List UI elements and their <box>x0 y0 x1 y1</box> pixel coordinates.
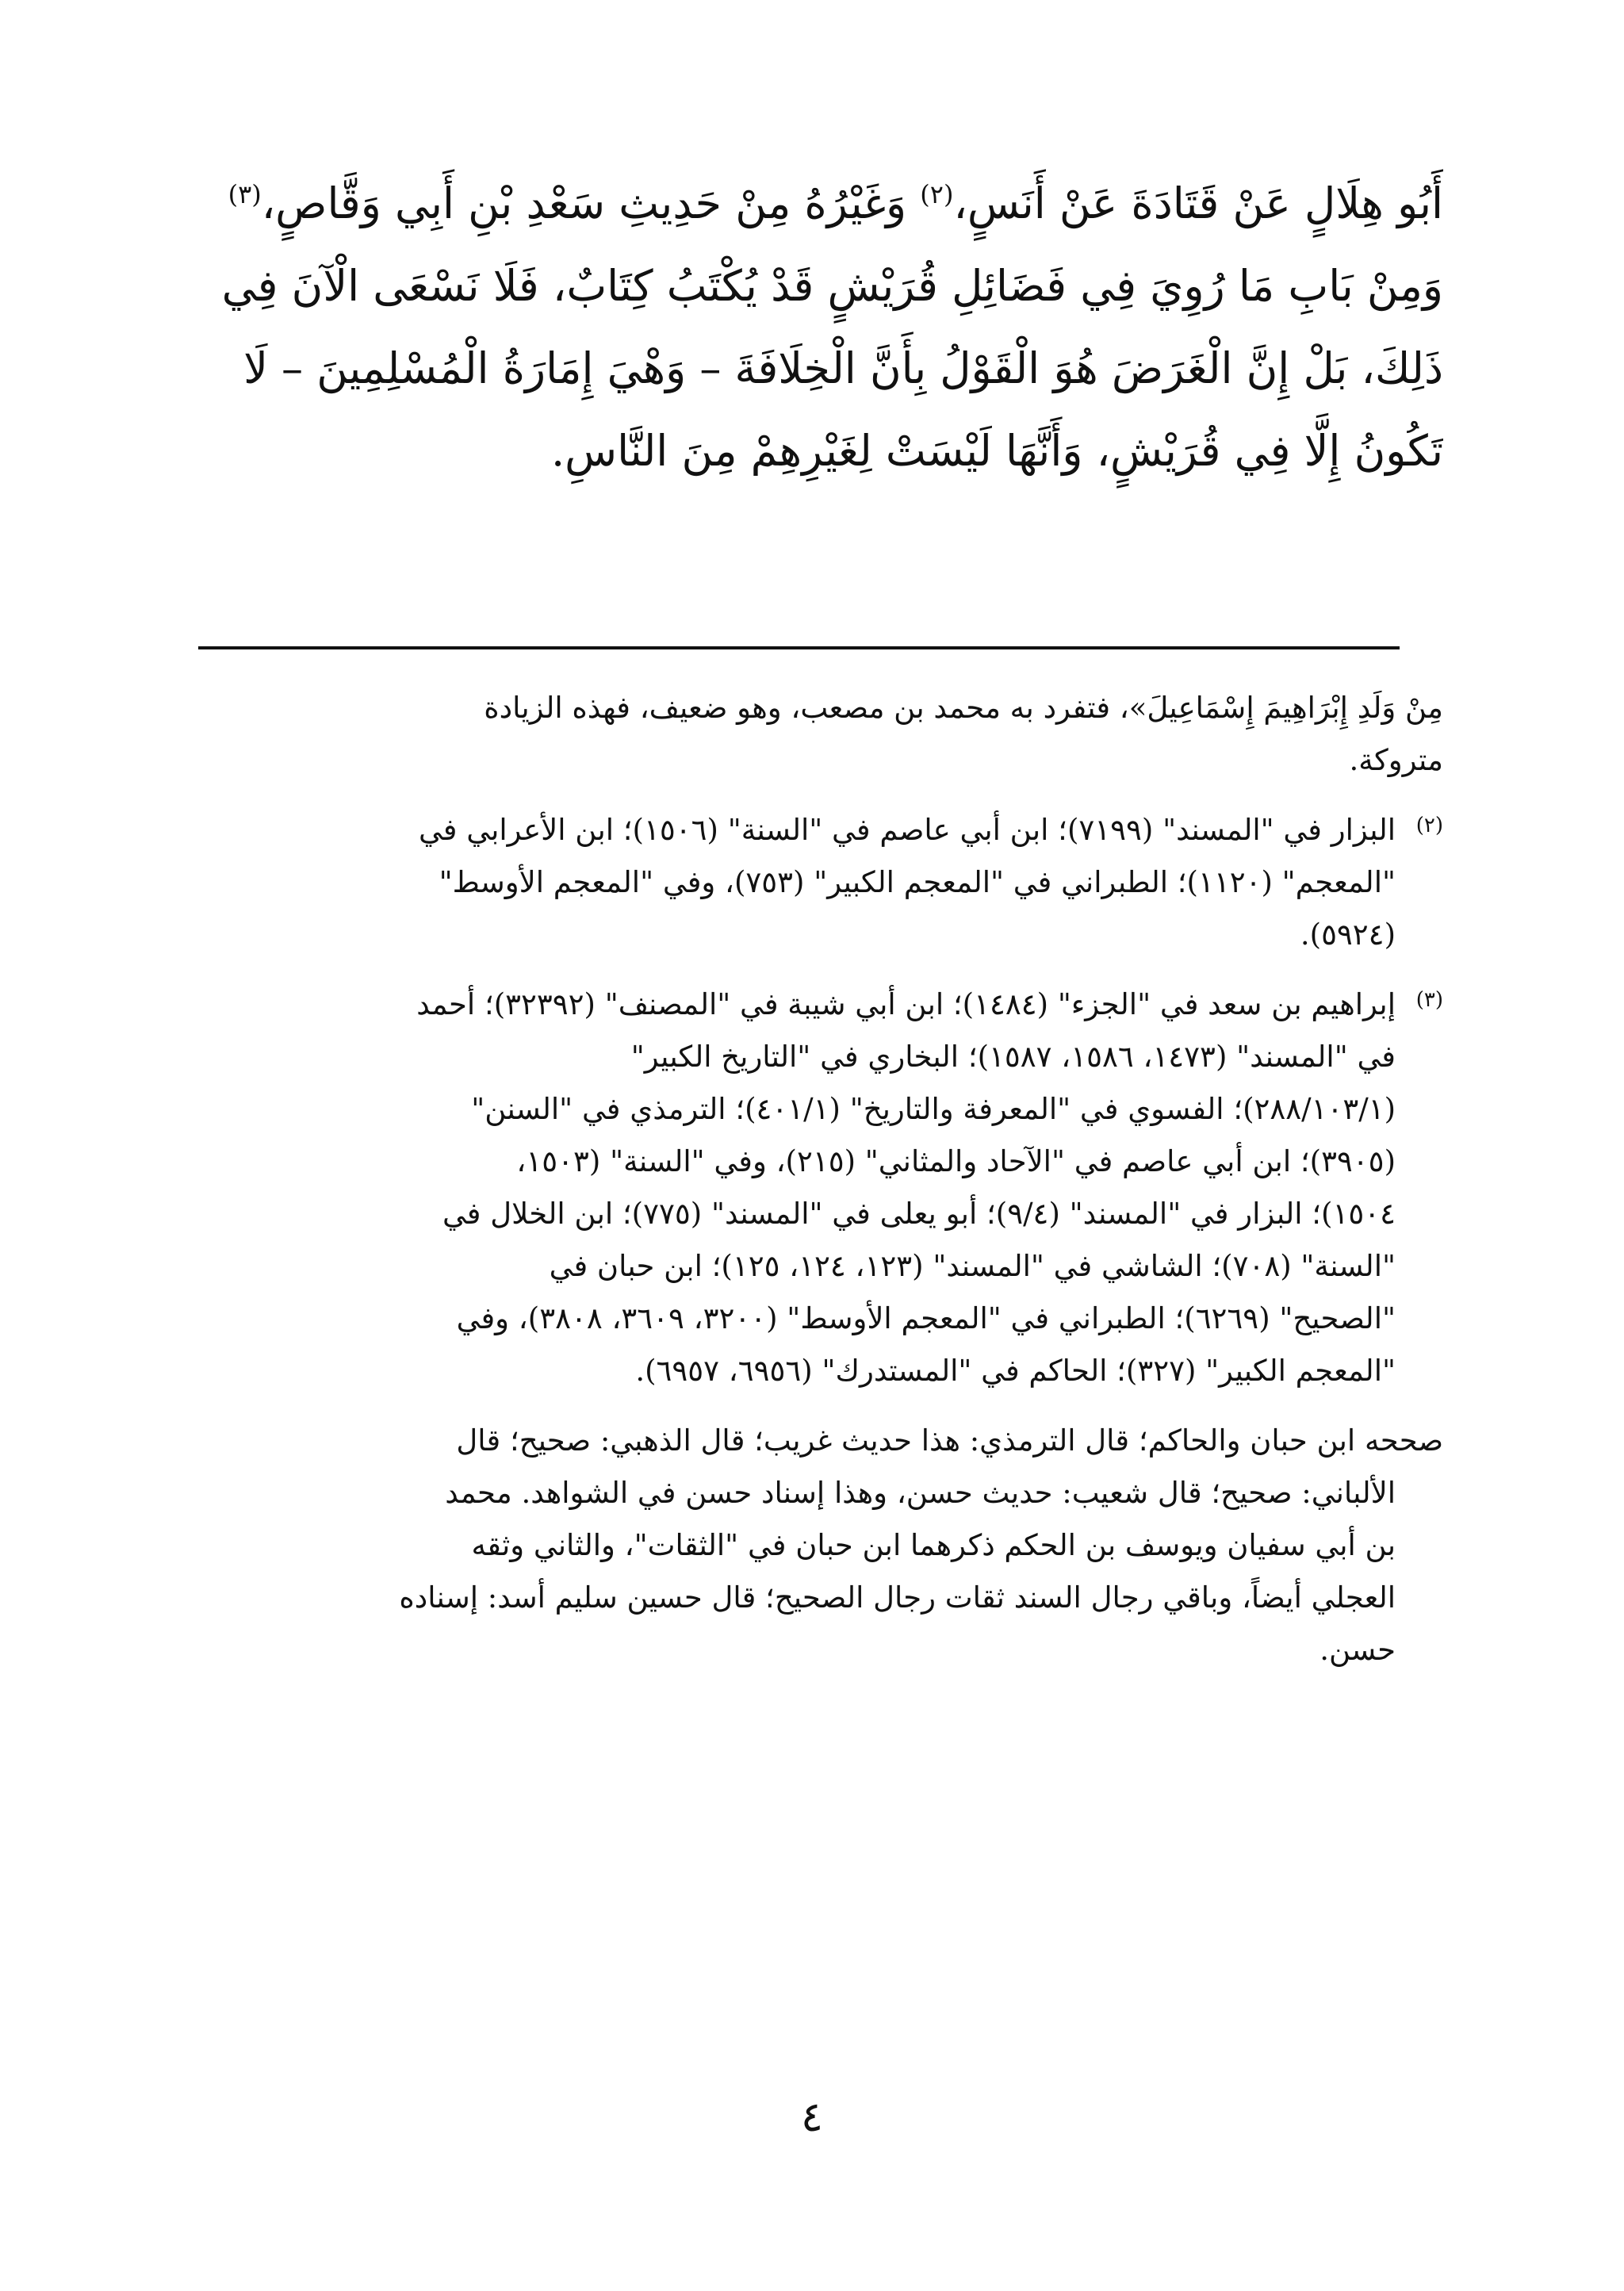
footnote-line: "السنة" (٧٠٨)؛ الشاشي في "المسند" (١٢٣، ١٢٤، ١٢٥)؛ ابن حبان في <box>549 1249 1396 1283</box>
footnote-grading <box>190 1415 1443 1676</box>
footnote-line: إبراهيم بن سعد في "الجزء" (١٤٨٤)؛ ابن أبي شيبة في "المصنف" (٣٢٣٩٢)؛ أحمد <box>416 987 1396 1021</box>
footnote-line: صححه ابن حبان والحاكم؛ قال الترمذي: هذا حديث غريب؛ قال الذهبي: صحيح؛ قال <box>456 1423 1443 1458</box>
footnote-line: الألباني: صحيح؛ قال شعيب: حديث حسن، وهذا إسناد حسن في الشواهد. محمد <box>445 1476 1396 1510</box>
footnote-3 <box>190 979 1443 1397</box>
main-text-line: ذَلِكَ، بَلْ إِنَّ الْغَرَضَ هُوَ الْقَوْلُ بِأَنَّ الْخِلَافَةَ – وَهْيَ إِمَارَةُ الْمُسْلِمِينَ – لَا <box>243 343 1443 393</box>
footnote-line: "المعجم" (١١٢٠)؛ الطبراني في "المعجم الكبير" (٧٥٣)، وفي "المعجم الأوسط" <box>439 865 1396 899</box>
footnote-line: حسن. <box>1320 1633 1396 1667</box>
footnote-2 <box>190 804 1443 961</box>
footnote-line: (٣٩٠٥)؛ ابن أبي عاصم في "الآحاد والمثاني" (٢١٥)، وفي "السنة" (١٥٠٣، <box>516 1144 1396 1178</box>
footnote-ref-2[interactable]: (٢) <box>920 179 954 209</box>
footnote-line: مِنْ وَلَدِ إِبْرَاهِيمَ إِسْمَاعِيلَ»، فتفرد به محمد بن مصعب، وهو ضعيف، فهذه الزيادة <box>484 691 1443 725</box>
footnote-line: (٢٨٨/١٠٣/١)؛ الفسوي في "المعرفة والتاريخ" (٤٠١/١)؛ الترمذي في "السنن" <box>471 1092 1396 1126</box>
footnote-line: العجلي أيضاً، وباقي رجال السند ثقات رجال الصحيح؛ قال حسين سليم أسد: إسناده <box>399 1580 1396 1615</box>
footnote-line: "الصحيح" (٦٢٦٩)؛ الطبراني في "المعجم الأوسط" (٣٢٠٠، ٣٦٠٩، ٣٨٠٨)، وفي <box>456 1301 1396 1335</box>
main-text-line: أَبُو هِلَالٍ عَنْ قَتَادَةَ عَنْ أَنَسٍ،$^{(٢)}$ وَغَيْرُهُ مِنْ حَدِيثِ سَعْدِ بْنِ أَبِي وَقَّاصٍ،$^{(٣)}$ <box>228 178 1443 228</box>
page-number: ٤ <box>801 2094 823 2141</box>
footnote-continuation <box>190 682 1443 787</box>
footnote-line: بن أبي سفيان ويوسف بن الحكم ذكرهما ابن حبان في "الثقات"، والثاني وثقه <box>471 1528 1396 1562</box>
footnote-number: (٣) <box>1415 988 1443 1012</box>
main-text <box>190 163 1443 492</box>
main-text-line: وَمِنْ بَابِ مَا رُوِيَ فِي فَضَائِلِ قُرَيْشٍ قَدْ يُكْتَبُ كِتَابٌ، فَلَا نَسْعَى الْآنَ فِي <box>221 261 1443 311</box>
footnote-line: "المعجم الكبير" (٣٢٧)؛ الحاكم في "المستدرك" (٦٩٥٦، ٦٩٥٧). <box>635 1354 1396 1388</box>
footnote-separator <box>198 646 1400 649</box>
footnote-line: (٥٩٢٤). <box>1300 918 1396 952</box>
footnote-line: ١٥٠٤)؛ البزار في "المسند" (٩/٤)؛ أبو يعلى في "المسند" (٧٧٥)؛ ابن الخلال في <box>442 1197 1396 1231</box>
footnote-ref-3[interactable]: (٣) <box>228 179 262 209</box>
footnotes <box>190 682 1443 1694</box>
footnote-line: البزار في "المسند" (٧١٩٩)؛ ابن أبي عاصم في "السنة" (١٥٠٦)؛ ابن الأعرابي في <box>418 813 1396 847</box>
footnote-number: (٢) <box>1415 814 1443 837</box>
footnote-line: متروكة. <box>1349 743 1443 777</box>
main-text-line: تَكُونُ إِلَّا فِي قُرَيْشٍ، وَأَنَّهَا لَيْسَتْ لِغَيْرِهِمْ مِنَ النَّاسِ. <box>551 426 1443 476</box>
footnote-line: في "المسند" (١٤٧٣، ١٥٨٦، ١٥٨٧)؛ البخاري في "التاريخ الكبير" <box>630 1040 1396 1074</box>
